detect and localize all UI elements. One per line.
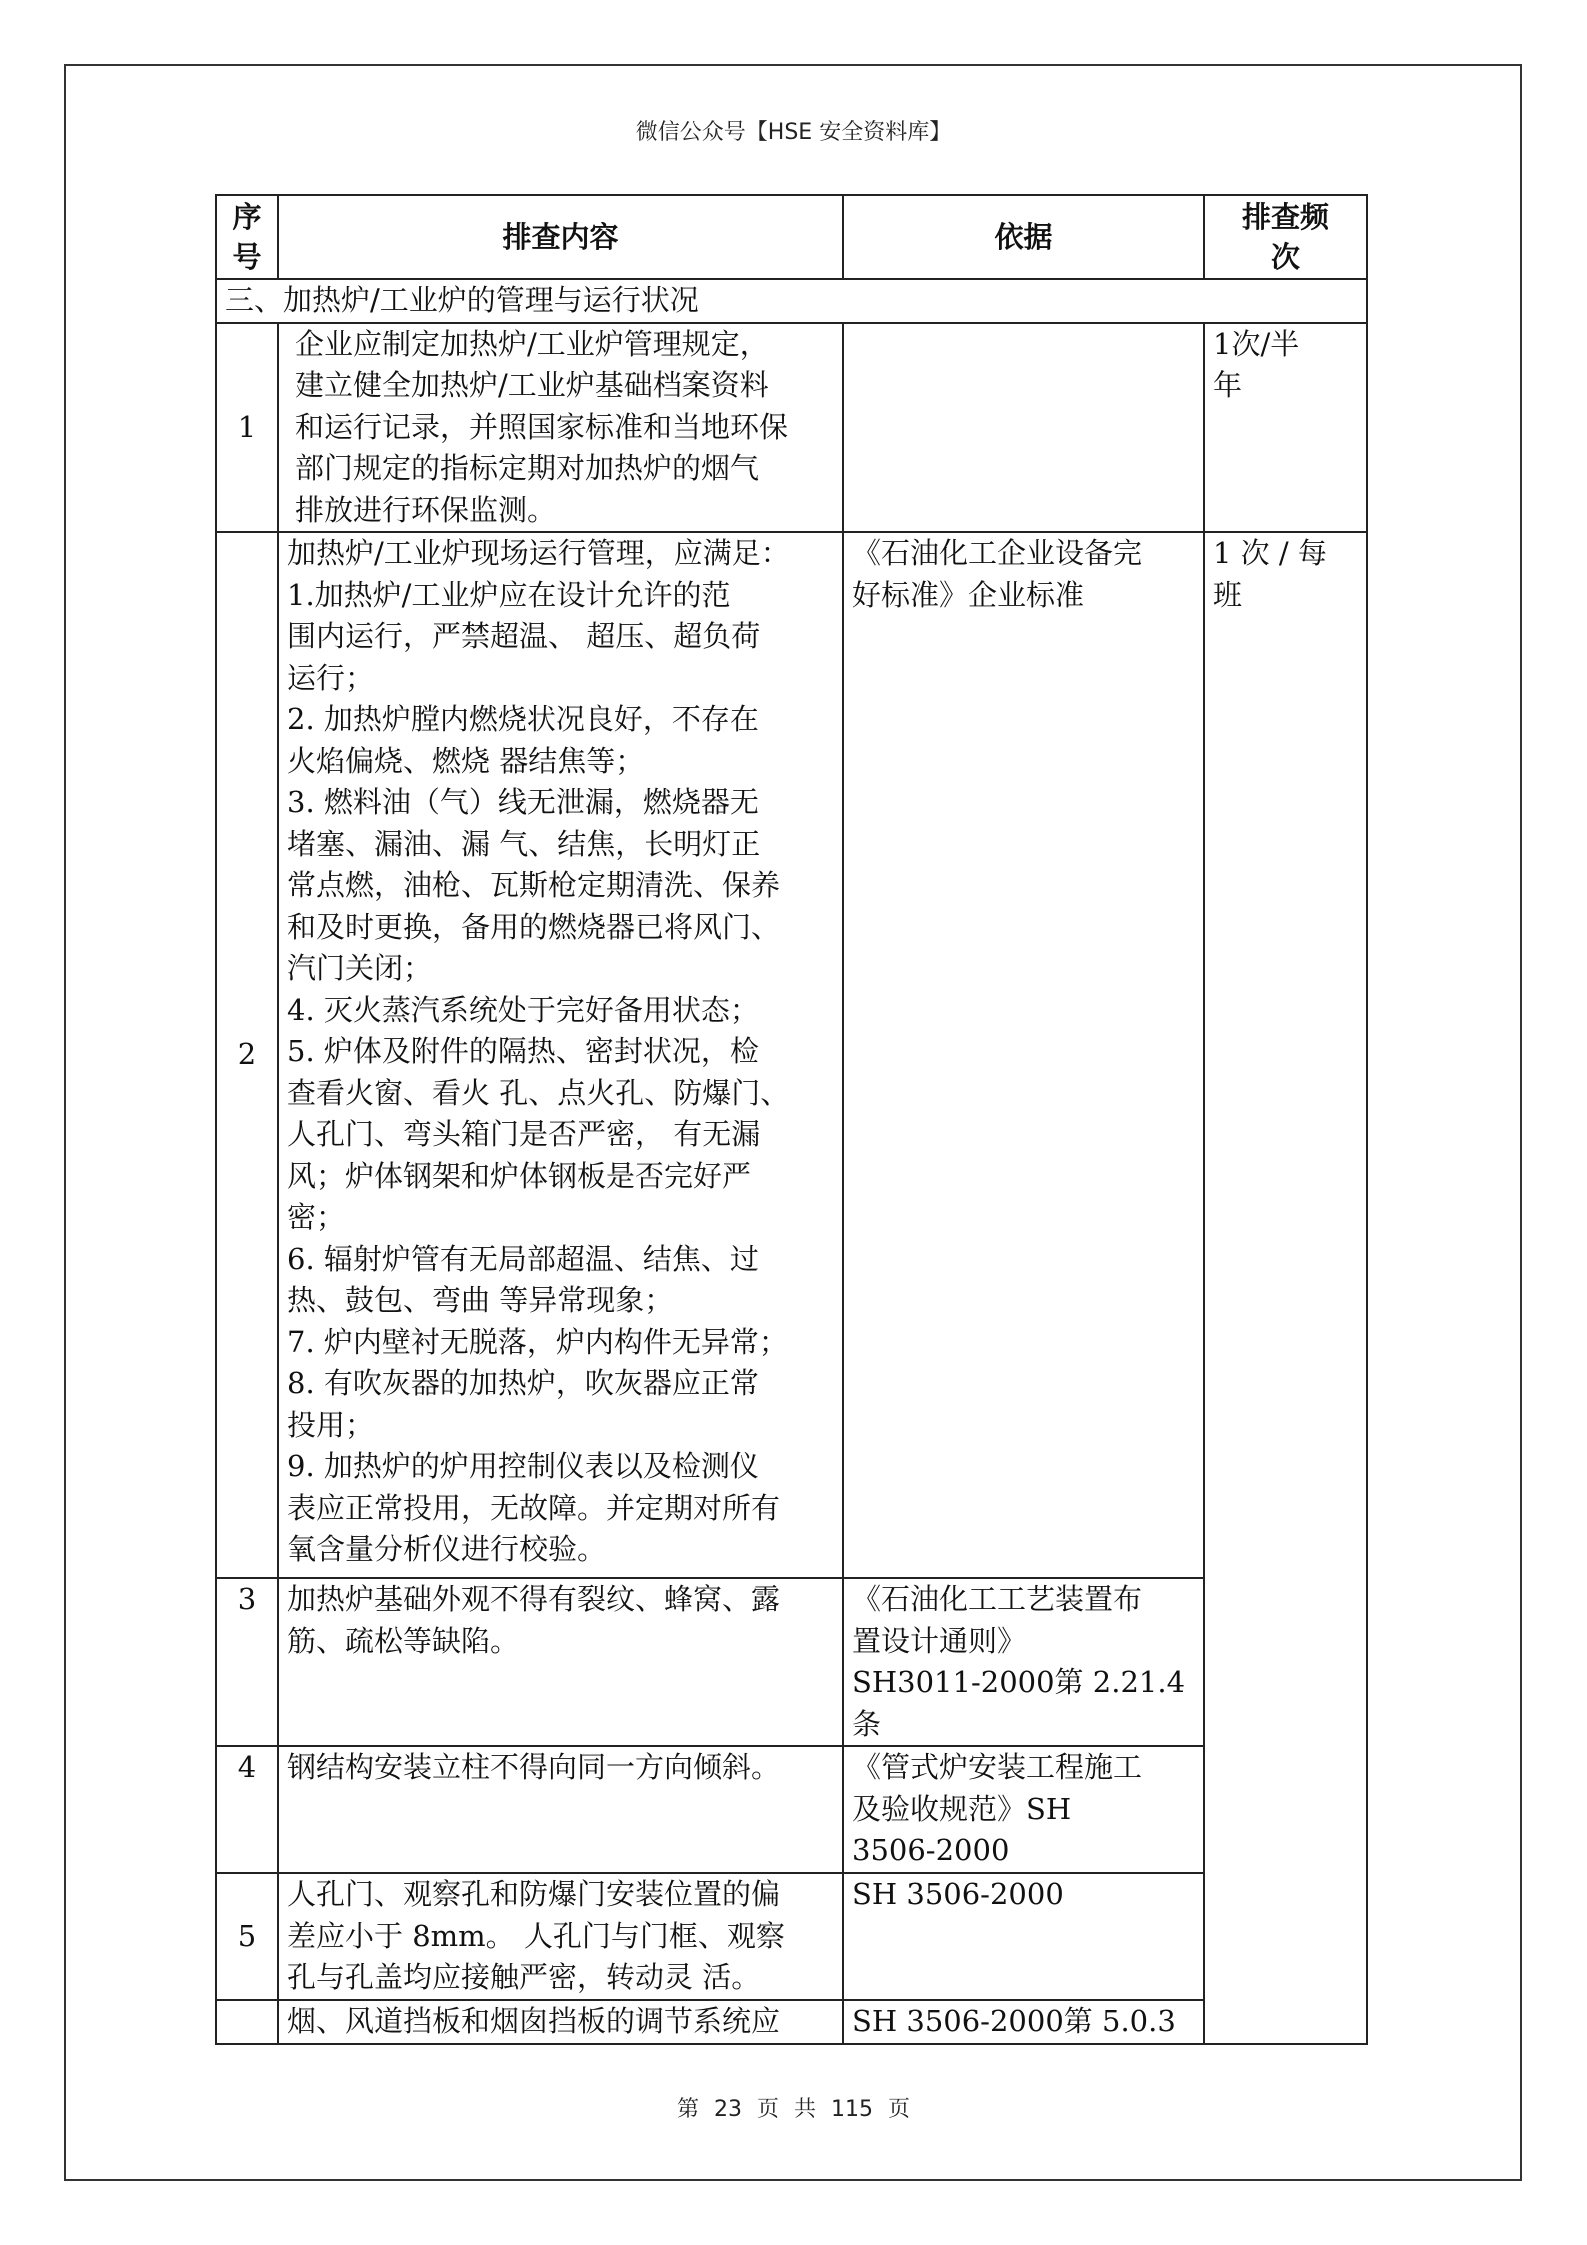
- row-basis: SH 3506-2000: [843, 1873, 1204, 2000]
- row-basis: 《石油化工企业设备完 好标准》企业标准: [843, 532, 1204, 1578]
- table-row: [216, 1578, 1367, 1746]
- header-no: 序 号: [216, 195, 278, 279]
- table-row: [216, 1746, 1367, 1873]
- row-basis: SH 3506-2000第 5.0.3: [843, 2000, 1204, 2044]
- table-row: [216, 1873, 1367, 2000]
- row-basis: 《管式炉安装工程施工 及验收规范》SH 3506-2000: [843, 1746, 1204, 1873]
- header-content: 排查内容: [278, 195, 843, 279]
- table-row: [216, 2000, 1367, 2044]
- row-content: 加热炉基础外观不得有裂纹、蜂窝、露 筋、疏松等缺陷。: [278, 1578, 843, 1746]
- header-basis: 依据: [843, 195, 1204, 279]
- inspection-table: [215, 194, 1368, 2045]
- page-footer: 第 23 页 共 115 页: [677, 2097, 910, 2122]
- row-number: 3: [216, 1578, 278, 1746]
- table-row: [216, 323, 1367, 533]
- row-frequency: 1 次 / 每 班: [1204, 532, 1367, 2044]
- row-frequency: 1次/半 年: [1204, 323, 1367, 533]
- row-content: 钢结构安装立柱不得向同一方向倾斜。: [278, 1746, 843, 1873]
- row-number: 2: [216, 532, 278, 1578]
- row-content: 人孔门、观察孔和防爆门安装位置的偏 差应小于 8mm。 人孔门与门框、观察 孔与孔盖均应接触严密，转动灵 活。: [278, 1873, 843, 2000]
- page-header: 微信公众号【HSE 安全资料库】: [635, 120, 952, 145]
- row-number: 5: [216, 1873, 278, 2000]
- row-number: 1: [216, 323, 278, 533]
- row-content: 加热炉/工业炉现场运行管理，应满足： 1.加热炉/工业炉应在设计允许的范 围内运行，严禁超温、 超压、超负荷 运行； 2. 加热炉膛内燃烧状况良好，不存在 火焰偏烧、燃烧 器结焦等； 3. 燃料油（气）线无泄漏，燃烧器无 堵塞、漏油、漏 气、结焦，长明灯正 常点燃，油枪、瓦斯枪定期清洗、保养 和及时更换，备用的燃烧器已将风门、 汽门关闭； 4. 灭火蒸汽系统处于完好备用状态； 5. 炉体及附件的隔热、密封状况，检 查看火窗、看火 孔、点火孔、防爆门、 人孔门、弯头箱门是否严密， 有无漏 风；炉体钢架和炉体钢板是否完好严 密； 6. 辐射炉管有无局部超温、结焦、过 热、鼓包、弯曲 等异常现象； 7. 炉内壁衬无脱落，炉内构件无异常； 8. 有吹灰器的加热炉，吹灰器应正常 投用； 9. 加热炉的炉用控制仪表以及检测仪 表应正常投用，无故障。并定期对所有 氧含量分析仪进行校验。: [278, 532, 843, 1578]
- row-content: 烟、风道挡板和烟囱挡板的调节系统应: [278, 2000, 843, 2044]
- row-content: 企业应制定加热炉/工业炉管理规定， 建立健全加热炉/工业炉基础档案资料 和运行记录，并照国家标准和当地环保 部门规定的指标定期对加热炉的烟气 排放进行环保监测。: [278, 323, 843, 533]
- row-basis: 《石油化工工艺装置布 置设计通则》 SH3011-2000第 2.21.4 条: [843, 1578, 1204, 1746]
- section-title: 三、加热炉/工业炉的管理与运行状况: [216, 279, 1367, 323]
- table-row: [216, 532, 1367, 1578]
- table-header-row: [216, 195, 1367, 279]
- row-basis: [843, 323, 1204, 533]
- header-frequency: 排查频 次: [1204, 195, 1367, 279]
- row-number: 4: [216, 1746, 278, 1873]
- row-number: [216, 2000, 278, 2044]
- section-row: [216, 279, 1367, 323]
